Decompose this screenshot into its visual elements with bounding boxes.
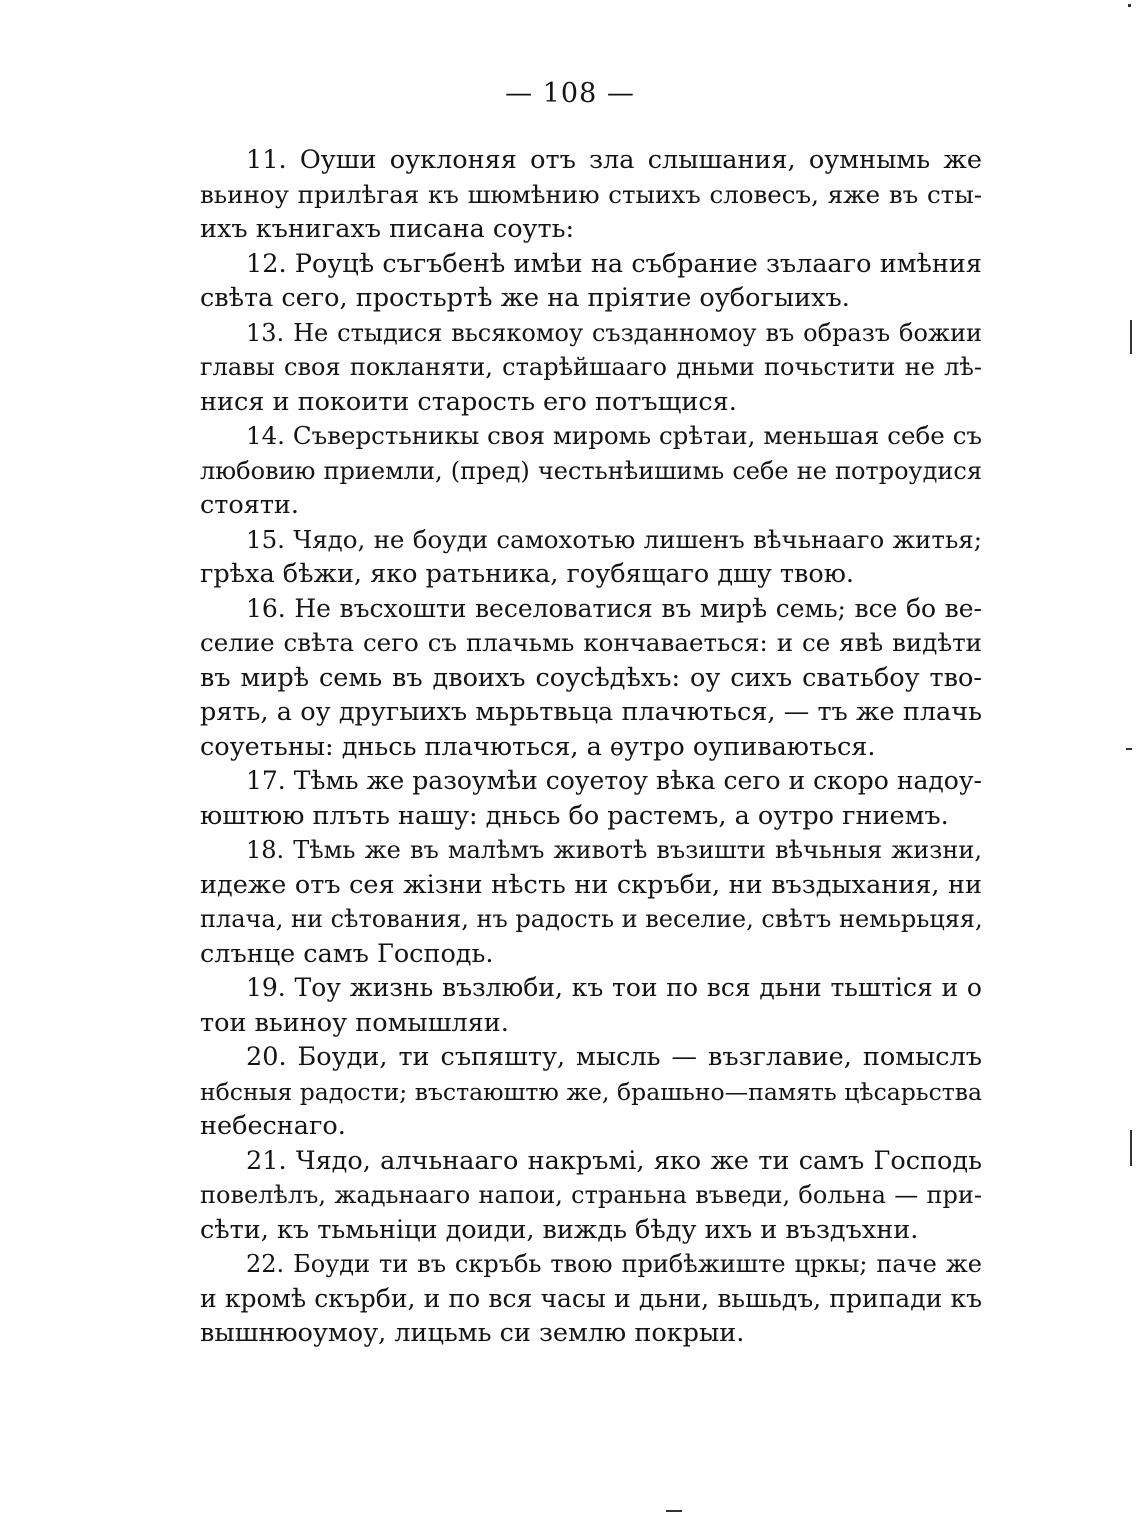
verse-line: 16. Не въсхошти веселоватися въ мирѣ семь; все бо ве- [246, 593, 982, 623]
verse-line: 14. Съверстьникы своя миромь срѣтаи, меньшая себе съ [246, 421, 982, 450]
verse-line: нися и покоити старость его потъщися. [200, 386, 737, 417]
verse-line: идеже отъ сея жізни нѣсть ни скръби, ни въздыхания, ни [200, 869, 982, 900]
verse-line: 20. Боуди, ти съпяшту, мысль — възглавие, помыслъ [246, 1042, 982, 1072]
verse-paragraph [200, 1247, 982, 1351]
verse-paragraph [200, 316, 982, 420]
verse-line: селие свѣта сего съ плачьмь кончаваеться: и се явѣ видѣти [200, 628, 982, 657]
verse-line: 22. Боуди ти въ скръбь твою прибѣжиште цркы; паче же [246, 1250, 982, 1278]
scan-mark-right-1 [1130, 320, 1132, 354]
verse-line: 15. Чядо, не боуди самохотью лишенъ вѣчьнаaго житья; [246, 524, 982, 554]
verse-line: плача, ни сѣтования, нъ радость и веселие, свѣтъ немьрьцяя, [200, 905, 983, 933]
verse-line: рять, а оу другыихъ мьрьтвьца плачються, — тъ же плачь [200, 697, 982, 727]
verse-line: свѣта сего, простьртѣ же на пріятие оубогыихъ. [200, 283, 850, 313]
verse-line: и кромѣ скърби, и по вся часы и дьни, вьшьдъ, припади къ [200, 1283, 982, 1313]
verse-line: въ мирѣ семь въ двоихъ соусѣдѣхъ: оу сихъ сватьбоу тво- [200, 662, 982, 693]
verse-line: 13. Не стыдися вьсякомоу създанномоу въ образъ божии [246, 318, 982, 347]
verse-line: ихъ кънигахъ писана соуть: [200, 214, 575, 244]
verse-paragraph [200, 1144, 982, 1248]
verse-line: 12. Роуцѣ съгъбенѣ имѣи на събрание зълааго имѣния [246, 248, 982, 279]
page-number: — 108 — [505, 78, 635, 109]
scan-mark-top-right [1128, 4, 1131, 7]
verse-line: главы своя покланяти, старѣйшаaго дньми почьстити не лѣ- [200, 353, 982, 381]
verse-line: соуетьны: дньсь плачються, а ѳутро оупиваються. [200, 731, 876, 762]
verse-line: вьиноу прилѣгая къ шюмѣнию стыихъ словесъ, яже въ сты- [200, 179, 982, 209]
verse-line: тои вьиноу помышляи. [200, 1007, 509, 1038]
verse-line: 18. Тѣмь же въ малѣмъ животѣ възишти вѣчьныя жизни, [246, 836, 982, 864]
scan-mark-right-3 [1130, 1130, 1132, 1166]
verse-line: 21. Чядо, алчьнаaго накръмі, яко же ти самъ Господь [246, 1145, 982, 1176]
verse-line: вышнюоумоу, лицьмь си землю покрыи. [200, 1318, 745, 1348]
verse-paragraph [200, 592, 982, 765]
verse-paragraph [200, 419, 982, 523]
verse-line: слънце самъ Господь. [200, 938, 494, 969]
scan-mark-bottom [666, 1510, 682, 1512]
verse-paragraph [200, 833, 982, 971]
verse-paragraph [200, 523, 982, 592]
verse-paragraph [200, 247, 982, 316]
verse-paragraph [200, 1040, 982, 1144]
verse-paragraph [200, 143, 982, 247]
verse-paragraph [200, 971, 982, 1040]
verse-line: стояти. [200, 490, 300, 520]
verse-line: грѣха бѣжи, яко ратьника, гоубящаго дшу твою. [200, 559, 855, 589]
verse-line: небеснаго. [200, 1111, 346, 1141]
verse-paragraph [200, 764, 982, 833]
verse-line: нбсныя радости; въстаюштю же, брашьно—память цѣсарьства [200, 1077, 982, 1106]
verse-line: 11. Оуши оуклоняя отъ зла слышания, оумнымь же [246, 145, 982, 175]
text-body [200, 143, 982, 1351]
verse-line: любовию приемли, (пред) честьнѣишимь себе не потроудися [200, 456, 982, 485]
scan-mark-right-2 [1126, 748, 1132, 750]
verse-line: 17. Тѣмь же разоумѣи соуетоу вѣка сего и скоро надоу- [246, 766, 982, 795]
verse-line: повелѣлъ, жадьнаaго напои, страньна въведи, больна — при- [200, 1181, 982, 1209]
verse-line: юштюю плъть нашу: дньсь бо растемъ, а оутро гниемъ. [200, 800, 949, 831]
verse-line: сѣти, къ тьмьніци доиди, виждь бѣду ихъ и въздъхни. [200, 1214, 919, 1245]
verse-line: 19. Тоу жизнь възлюби, къ тои по вся дьни тьштіся и о [246, 973, 982, 1002]
